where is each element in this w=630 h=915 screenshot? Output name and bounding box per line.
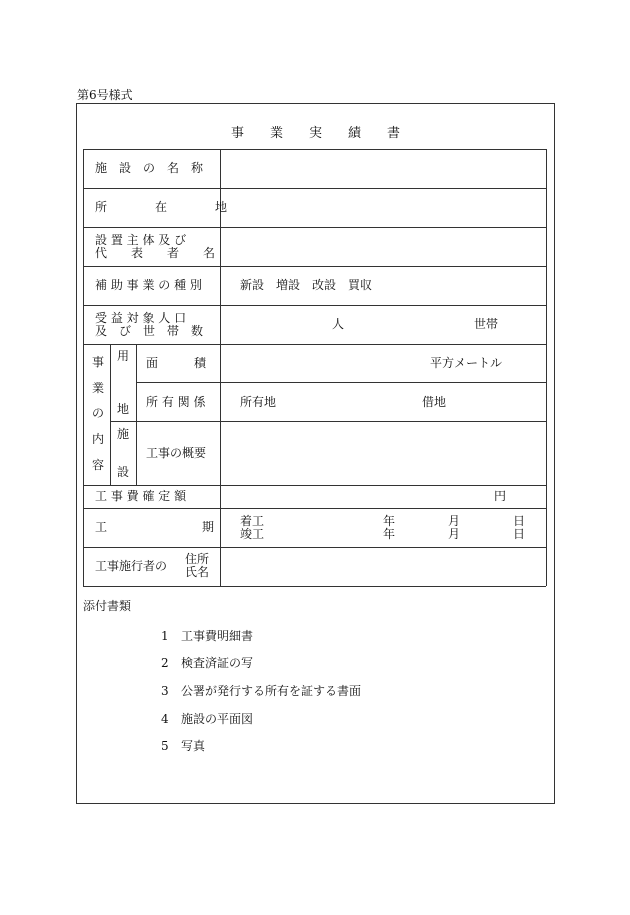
area-label: 面 積 — [146, 356, 207, 370]
period-label-1: 工 — [95, 520, 108, 534]
target-population-line1: 受 益 対 象 人 口 — [95, 311, 187, 325]
business-content-char: 内 — [92, 432, 105, 446]
business-content-char: の — [92, 406, 105, 420]
period-label-2: 期 — [202, 520, 215, 534]
end-year: 年 — [383, 527, 396, 541]
contractor-address-label: 住所 — [185, 552, 210, 566]
unit-area: 平方メートル — [430, 356, 503, 370]
founder-label-line2: 代 表 者 名 — [95, 246, 216, 260]
subsidy-type-options: 新設 増設 改設 買収 — [240, 278, 373, 292]
land-char: 用 — [117, 349, 130, 363]
attachments-title: 添付書類 — [83, 599, 132, 613]
land-char: 地 — [117, 402, 130, 416]
business-content-char: 事 — [92, 355, 105, 369]
target-population-line2: 及 び 世 帯 数 — [95, 324, 204, 338]
attachment-item: 4 施設の平面図 — [161, 712, 254, 726]
facility-char: 設 — [117, 465, 130, 479]
subsidy-type-label: 補 助 事 業 の 種 別 — [95, 278, 202, 292]
cost-confirmed-label: 工 事 費 確 定 額 — [95, 489, 187, 503]
attachment-item: 2 検査済証の写 — [161, 656, 254, 670]
document-title: 事 業 実 績 書 — [230, 126, 400, 141]
construction-summary-label: 工事の概要 — [146, 446, 207, 460]
attachment-item: 5 写真 — [161, 739, 206, 753]
ownership-label: 所 有 関 係 — [146, 395, 206, 409]
contractor-name-label: 氏名 — [185, 565, 210, 579]
business-content-char: 容 — [92, 458, 105, 472]
owned-land: 所有地 — [240, 395, 277, 409]
attachment-item: 3 公署が発行する所有を証する書面 — [161, 684, 362, 698]
start-year: 年 — [383, 514, 396, 528]
contractor-label: 工事施行者の — [95, 559, 168, 573]
start-month: 月 — [448, 514, 461, 528]
unit-people: 人 — [332, 317, 345, 331]
construction-end: 竣工 — [240, 527, 265, 541]
unit-household: 世帯 — [474, 317, 499, 331]
construction-start: 着工 — [240, 514, 265, 528]
unit-yen: 円 — [494, 489, 507, 503]
founder-label-line1: 設 置 主 体 及 び — [95, 233, 187, 247]
facility-name-label: 施 設 の 名 称 — [95, 161, 204, 175]
start-day: 日 — [513, 514, 526, 528]
attachment-item: 1 工事費明細書 — [161, 629, 254, 643]
business-content-char: 業 — [92, 381, 105, 395]
leased-land: 借地 — [422, 395, 447, 409]
end-month: 月 — [448, 527, 461, 541]
end-day: 日 — [513, 527, 526, 541]
facility-char: 施 — [117, 427, 130, 441]
location-label: 所 在 地 — [95, 200, 228, 214]
form-number-label: 第6号様式 — [77, 88, 133, 102]
